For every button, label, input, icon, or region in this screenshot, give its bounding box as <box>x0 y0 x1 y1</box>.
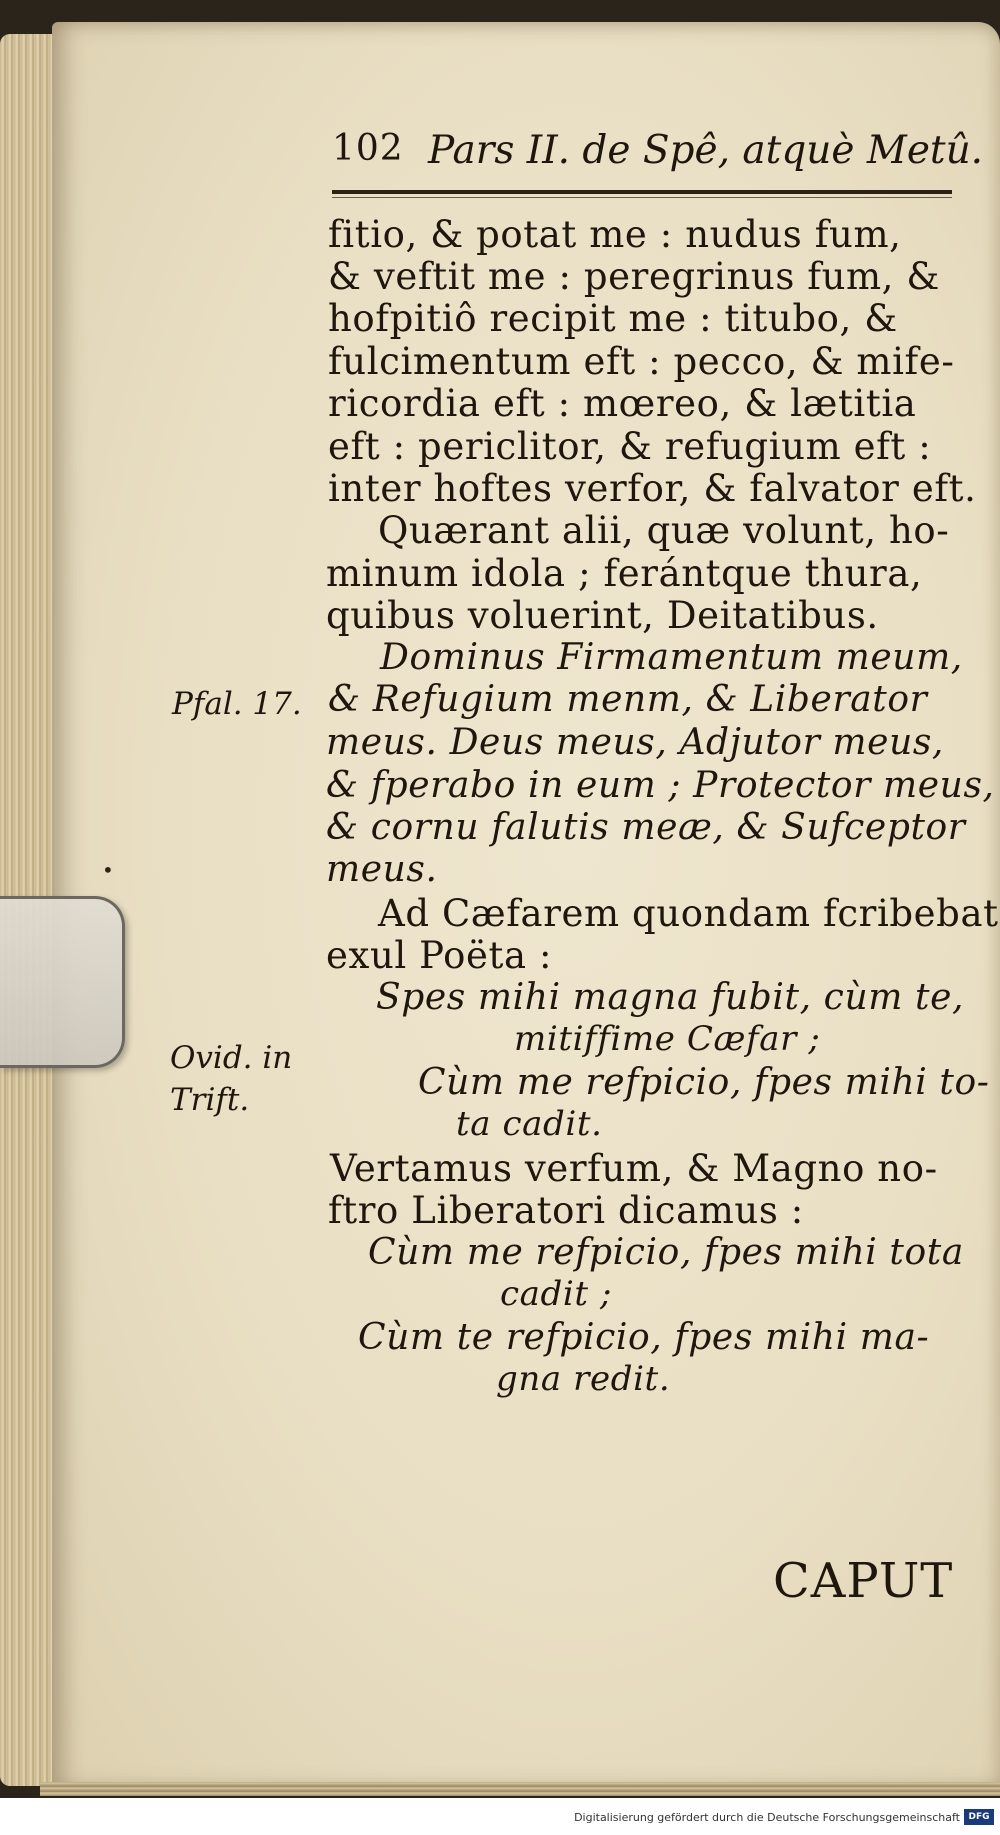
page-number: 102 <box>332 128 404 169</box>
scripture-line: & cornu falutis meæ, & Sufceptor <box>326 807 966 848</box>
scripture-line: meus. Deus meus, Adjutor meus, <box>326 722 944 763</box>
body-line: fulcimentum eft : pecco, & mife- <box>328 340 955 383</box>
ink-dot: • <box>102 858 114 882</box>
scripture-line: meus. <box>326 849 438 890</box>
scripture-line: & Refugium menm, & Liberator <box>328 679 928 720</box>
body-line: inter hoftes verfor, & falvator eft. <box>328 467 977 510</box>
scripture-line: Dominus Firmamentum meum, <box>380 637 963 678</box>
verse-line: Cùm me refpicio, fpes mihi to- <box>418 1062 990 1103</box>
body-line: hofpitiô recipit me : titubo, & <box>328 297 898 340</box>
verse-line: gna redit. <box>496 1359 671 1399</box>
body-line: Ad Cæfarem quondam fcribebat <box>378 892 999 935</box>
body-line: fitio, & potat me : nudus fum, <box>328 213 902 256</box>
body-line: & veftit me : peregrinus fum, & <box>328 255 940 298</box>
verse-line: cadit ; <box>500 1274 613 1314</box>
catchword: CAPUT <box>773 1553 954 1609</box>
verse-line: Cùm me refpicio, fpes mihi tota <box>368 1232 964 1273</box>
body-line: eft : periclitor, & refugium eft : <box>328 425 932 468</box>
margin-note-psalm: Pfal. 17. <box>172 686 302 722</box>
margin-note-ovid: Ovid. in <box>170 1040 293 1076</box>
body-line: Vertamus verfum, & Magno no- <box>330 1147 938 1190</box>
body-line: exul Poëta : <box>326 934 553 977</box>
margin-note-ovid-work: Trift. <box>170 1082 250 1118</box>
scripture-line: & fperabo in eum ; Protector meus, <box>326 765 995 806</box>
verse-line: ta cadit. <box>456 1104 603 1144</box>
body-line: Quærant alii, quæ volunt, ho- <box>378 509 950 552</box>
body-line: ricordia eft : mœreo, & lætitia <box>328 382 917 425</box>
funding-credit: Digitalisierung gefördert durch die Deutsche Forschungsgemeinschaft <box>574 1811 960 1824</box>
header-rule <box>332 190 952 194</box>
verse-line: Spes mihi magna fubit, cùm te, <box>376 977 965 1018</box>
body-line: quibus voluerint, Deitatibus. <box>326 594 879 637</box>
header-rule-thin <box>332 197 952 198</box>
running-title: Pars II. de Spê, atquè Metû. <box>428 128 984 173</box>
book-clip <box>0 896 125 1068</box>
dfg-logo: DFG <box>964 1809 994 1825</box>
verse-line: mitiffime Cæfar ; <box>514 1019 821 1059</box>
body-line: minum idola ; ferántque thura, <box>326 552 923 595</box>
verse-line: Cùm te refpicio, fpes mihi ma- <box>358 1317 930 1358</box>
bottom-page-edge <box>40 1782 1000 1796</box>
body-line: ftro Liberatori dicamus : <box>328 1189 804 1232</box>
